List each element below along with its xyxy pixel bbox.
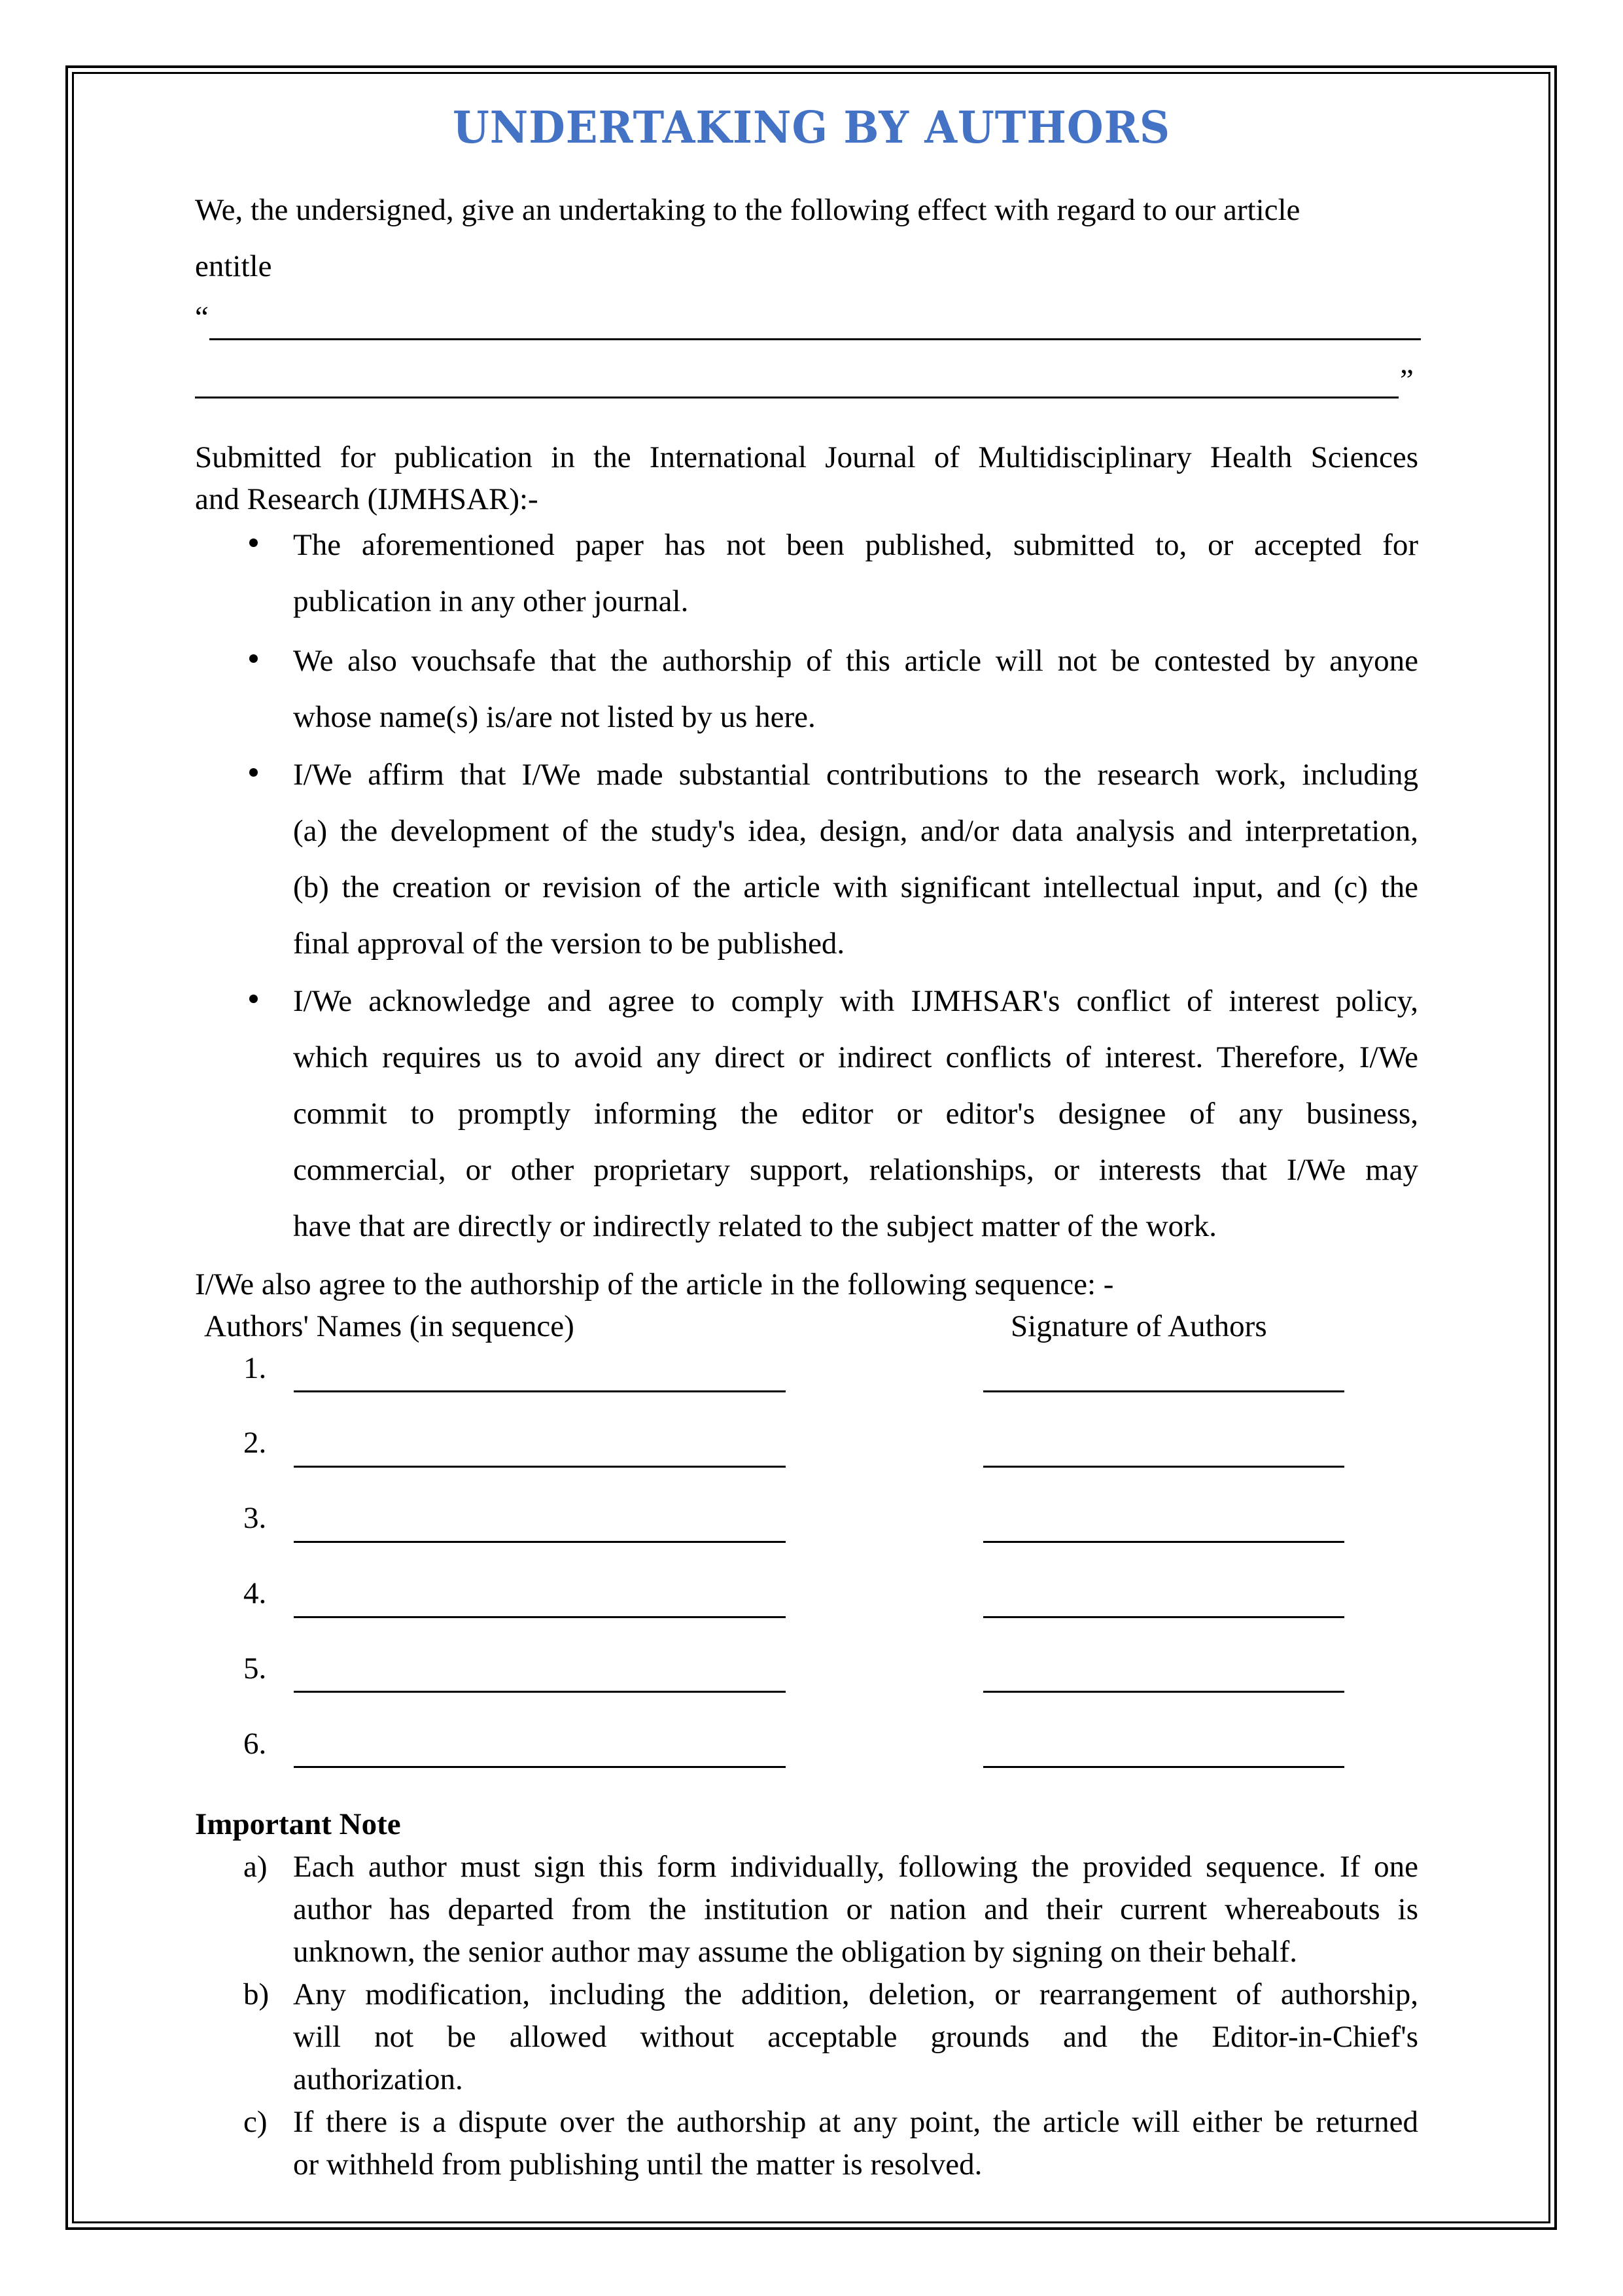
bullet-4-line3: commit to promptly informing the editor or editor's designee of any business,	[293, 1097, 1418, 1131]
note-b-line1: Any modification, including the addition, deletion, or rearrangement of authorship,	[293, 1977, 1418, 2011]
author-signature-field-1[interactable]	[983, 1390, 1344, 1392]
note-c-line2: or withheld from publishing until the matter is resolved.	[293, 2147, 983, 2181]
author-signature-field-5[interactable]	[983, 1691, 1344, 1693]
bullet-1-line2: publication in any other journal.	[293, 584, 689, 618]
author-name-field-6[interactable]	[294, 1766, 786, 1768]
author-name-field-5[interactable]	[294, 1691, 786, 1693]
bullet-4-line5: have that are directly or indirectly related to the subject matter of the work.	[293, 1209, 1217, 1243]
bullet-4-line2: which requires us to avoid any direct or indirect conflicts of interest. Therefore, I/We	[293, 1040, 1418, 1074]
bullet-4-line1: I/We acknowledge and agree to comply with IJMHSAR's conflict of interest policy,	[293, 984, 1418, 1018]
bullet-3-line2: (a) the development of the study's idea, design, and/or data analysis and interpretation,	[293, 814, 1418, 848]
note-a-line2: author has departed from the institution or nation and their current whereabouts is	[293, 1892, 1418, 1926]
submitted-text-line1: Submitted for publication in the International Journal of Multidisciplinary Health Sciences	[195, 440, 1418, 474]
author-name-field-1[interactable]	[294, 1390, 786, 1392]
author-name-field-4[interactable]	[294, 1616, 786, 1618]
bullet-4-line4: commercial, or other proprietary support, relationships, or interests that I/We may	[293, 1153, 1418, 1187]
bullet-1-line1: The aforementioned paper has not been published, submitted to, or accepted for	[293, 528, 1418, 562]
author-signature-field-4[interactable]	[983, 1616, 1344, 1618]
bullet-3-line4: final approval of the version to be published.	[293, 927, 845, 961]
bullet-2-line2: whose name(s) is/are not listed by us here.	[293, 700, 816, 734]
note-b-line2: will not be allowed without acceptable grounds and the Editor-in-Chief's	[293, 2020, 1418, 2054]
note-a-line1: Each author must sign this form individually, following the provided sequence. If one	[293, 1850, 1418, 1884]
author-row-number: 3.	[243, 1501, 267, 1535]
author-row-number: 5.	[243, 1651, 267, 1686]
submitted-text-line2: and Research (IJMHSAR):-	[195, 482, 538, 516]
note-marker: b)	[243, 1977, 270, 2011]
note-a-line3: unknown, the senior author may assume the obligation by signing on their behalf.	[293, 1935, 1298, 1969]
signature-header: Signature of Authors	[1011, 1309, 1267, 1343]
bullet-3-line1: I/We affirm that I/We made substantial contributions to the research work, including	[293, 758, 1418, 792]
important-note-heading: Important Note	[195, 1807, 401, 1841]
close-quote: ”	[1400, 363, 1414, 397]
sequence-intro: I/We also agree to the authorship of the article in the following sequence: -	[195, 1267, 1114, 1301]
author-row-number: 6.	[243, 1727, 267, 1761]
author-signature-field-2[interactable]	[983, 1466, 1344, 1468]
author-name-field-3[interactable]	[294, 1541, 786, 1543]
bullet-icon	[249, 768, 258, 777]
bullet-icon	[249, 539, 258, 547]
open-quote: “	[195, 300, 209, 334]
intro-text-line2: entitle	[195, 249, 272, 283]
author-signature-field-3[interactable]	[983, 1541, 1344, 1543]
author-row-number: 1.	[243, 1351, 267, 1385]
bullet-icon	[249, 654, 258, 663]
author-signature-field-6[interactable]	[983, 1766, 1344, 1768]
author-row-number: 4.	[243, 1576, 267, 1610]
note-marker: c)	[243, 2105, 268, 2139]
bullet-2-line1: We also vouchsafe that the authorship of this article will not be contested by anyone	[293, 644, 1418, 678]
note-b-line3: authorization.	[293, 2062, 463, 2096]
article-title-line-2[interactable]	[195, 397, 1399, 398]
bullet-icon	[249, 995, 258, 1003]
note-marker: a)	[243, 1850, 268, 1884]
intro-text-line1: We, the undersigned, give an undertaking to the following effect with regard to our article	[195, 193, 1300, 227]
bullet-3-line3: (b) the creation or revision of the article with significant intellectual input, and (c) the	[293, 870, 1418, 904]
page-title: UNDERTAKING BY AUTHORS	[452, 102, 1171, 154]
note-c-line1: If there is a dispute over the authorship at any point, the article will either be returned	[293, 2105, 1418, 2139]
article-title-line-1[interactable]	[209, 338, 1421, 340]
authors-names-header: Authors' Names (in sequence)	[204, 1309, 574, 1343]
author-row-number: 2.	[243, 1426, 267, 1460]
author-name-field-2[interactable]	[294, 1466, 786, 1468]
